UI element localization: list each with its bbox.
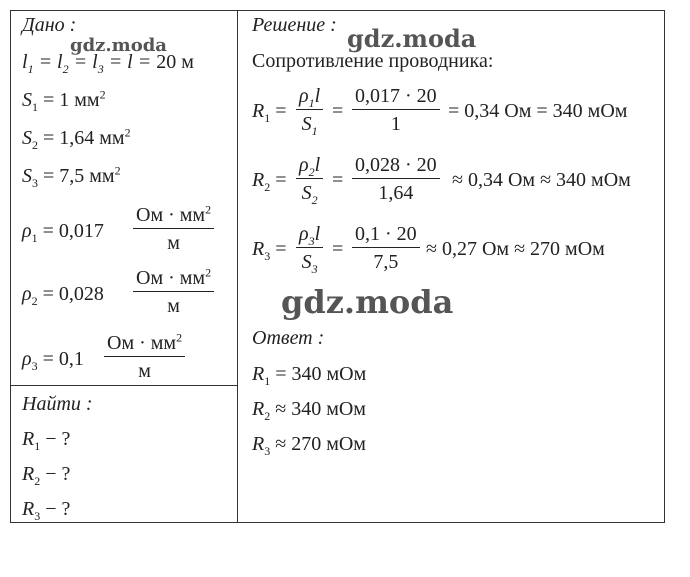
solution-header: Решение : [252,14,337,36]
find-r1: $R_1$ − ? [22,428,71,453]
rho1-unit-fraction: Ом · $мм^2$ м [133,204,214,254]
answer-header: Ответ : [252,327,325,349]
r2-result: ≈ 0,34 Ом ≈ 340 мОм [452,169,631,191]
given-rho3: $\rho_3 = 0,1$ [22,348,84,373]
r3-lhs: $R_3$ = [252,238,287,263]
find-r3: $R_3$ − ? [22,498,71,523]
given-s1: $S_1 = 1$ $мм^2$ [22,87,106,114]
find-header: Найти : [22,393,93,415]
find-r2: $R_2$ − ? [22,463,71,488]
column-divider [237,10,238,523]
r1-result: = 0,34 Ом = 340 мОм [448,100,628,122]
r2-value-fraction: $\frac{0,028 \cdot 20}{1,64}$ [352,154,440,204]
row-divider [10,385,237,386]
given-s2: $S_2 = 1,64$ $мм^2$ [22,125,131,152]
rho3-unit-fraction: Ом · $мм^2$ м [104,332,185,382]
answer-r1: $R_1 = 340$ мОм [252,363,367,388]
given-length: $l_1 = l_2 = l_3 = l = 20$ м [22,51,194,76]
solution-subtitle: Сопротивление проводника: [252,50,494,72]
r2-lhs: $R_2$ = [252,169,287,194]
r2-eq: = [332,169,344,191]
r2-formula-fraction: $\frac{\rho_2l}{S_2}$ [296,154,323,204]
r3-formula-fraction: $\frac{\rho_3l}{S_3}$ [296,223,323,273]
r3-eq: = [332,238,344,260]
given-header: Дано : [22,14,77,36]
answer-r2: $R_2 \approx 340$ мОм [252,398,366,423]
watermark: gdz.moda [70,35,167,56]
rho2-unit-fraction: Ом · $мм^2$ м [133,267,214,317]
r1-formula-fraction: $\frac{\rho_1l}{S_1}$ [296,85,323,135]
watermark: gdz.moda [281,283,454,321]
r1-value-fraction: $\frac{0,017 \cdot 20}{1}$ [352,85,440,135]
r3-result: ≈ 0,27 Ом ≈ 270 мОм [426,238,605,260]
given-rho2: $\rho_2 = 0,028$ [22,283,104,308]
given-rho1: $\rho_1 = 0,017$ [22,220,104,245]
watermark: gdz.moda [347,24,477,53]
r1-eq: = [332,100,344,122]
given-s3: $S_3 = 7,5$ $мм^2$ [22,163,121,190]
answer-r3: $R_3 \approx 270$ мОм [252,433,366,458]
r3-value-fraction: $\frac{0,1 \cdot 20}{7,5}$ [352,223,420,273]
r1-lhs: $R_1$ = [252,100,287,125]
